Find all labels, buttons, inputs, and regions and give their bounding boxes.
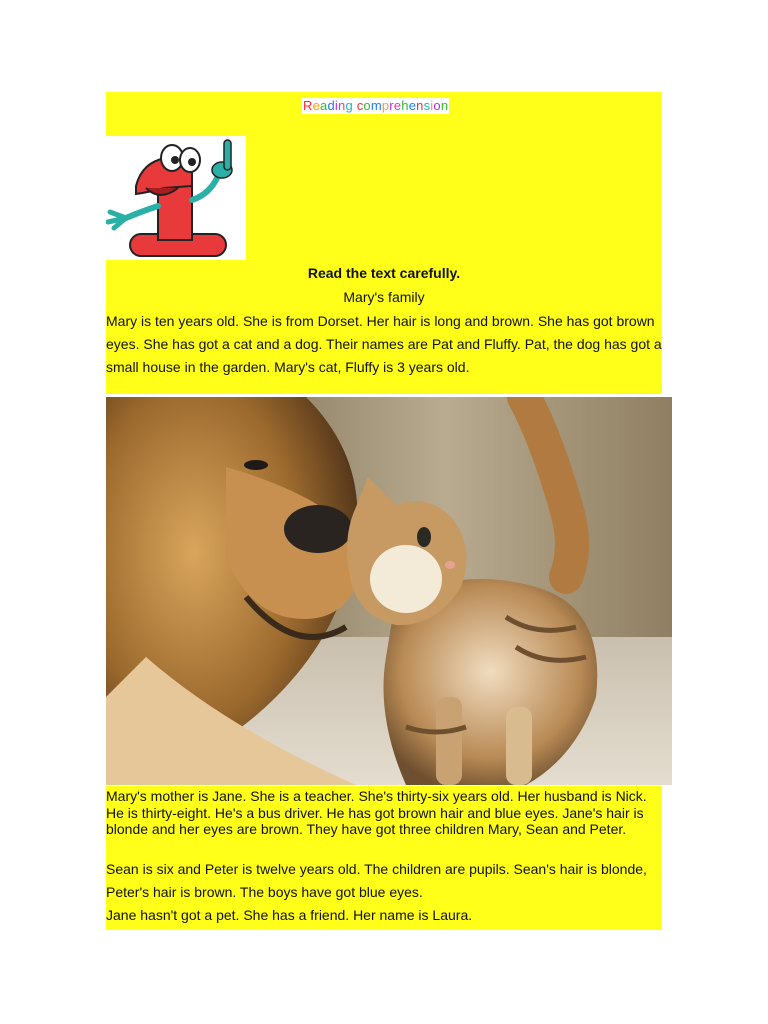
heading-letter: c xyxy=(356,98,364,113)
heading-letter: n xyxy=(416,98,424,113)
story-title: Mary's family xyxy=(343,289,425,305)
heading-letter: i xyxy=(430,98,434,113)
heading-letter: o xyxy=(433,98,441,113)
intro-section xyxy=(106,92,662,394)
heading-letter: R xyxy=(303,98,313,113)
heading-letter: m xyxy=(370,98,382,113)
heading-letter: e xyxy=(312,98,321,113)
heading-letter: e xyxy=(393,98,402,113)
heading-letter: r xyxy=(389,98,394,113)
family-section xyxy=(106,786,662,930)
heading-letter: s xyxy=(423,98,431,113)
story-paragraph-3: Sean is six and Peter is twelve years old. The children are pupils. Sean's hair is blonde, Peter's hair is brown. The boys have got blue eyes. xyxy=(106,861,647,900)
heading-letter: d xyxy=(327,98,335,113)
page-heading xyxy=(302,98,449,114)
heading-letter: g xyxy=(345,98,353,113)
story-paragraph-1: Mary is ten years old. She is from Dorset. Her hair is long and brown. She has got brown eyes. She has got a cat and a dog. Their names are Pat and Fluffy. Pat, the dog has got a small house in the garden. Mary's cat, Fluffy is 3 years old. xyxy=(106,313,662,375)
heading-letter: o xyxy=(363,98,371,113)
heading-letter: a xyxy=(320,98,328,113)
heading-letter: e xyxy=(408,98,417,113)
heading-letter: i xyxy=(334,98,338,113)
heading-letter: n xyxy=(338,98,346,113)
dog-and-cat-photo xyxy=(106,397,672,785)
number-one-mascot-icon xyxy=(106,136,246,260)
instruction-heading: Read the text carefully. xyxy=(307,265,461,281)
heading-letter: h xyxy=(401,98,409,113)
story-paragraph-2: Mary's mother is Jane. She is a teacher. She's thirty-six years old. Her husband is Nick. He is thirty-eight. He's a bus driver. He has got brown hair and blue eyes. Jane's hair is blonde and her eyes are brown. They have got three children Mary, Sean and Peter. xyxy=(106,788,647,837)
heading-letter: p xyxy=(381,98,390,113)
heading-letter: n xyxy=(440,98,449,113)
story-paragraph-4: Jane hasn't got a pet. She has a friend. Her name is Laura. xyxy=(106,907,473,923)
